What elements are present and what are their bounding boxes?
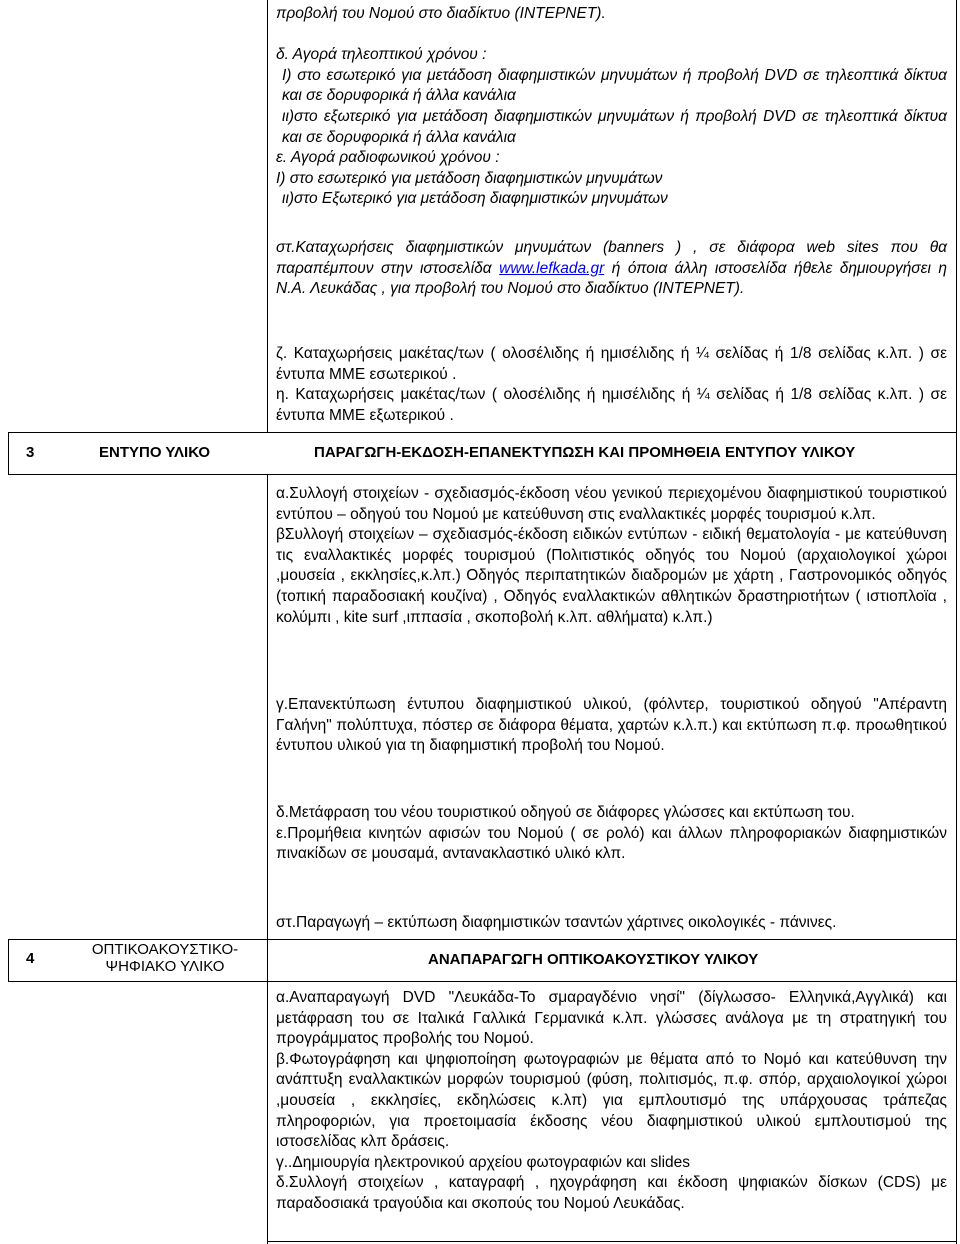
section-4-item-a: α.Αναπαραγωγή DVD "Λευκάδα-Το σμαραγδένιο νησί" (δίγλωσσο- Ελληνικά,Αγγλικά) και μετάφραση του σε Ιταλικά Γαλλικά Γερμανικά κ.λπ. γλώσσες ανάλογα με τη στρατηγική του προγράμματος προβολής του Νομού. bbox=[276, 989, 947, 1048]
col-rule-left-3 bbox=[8, 432, 9, 474]
section-3-title: ΠΑΡΑΓΩΓΗ-ΕΚΔΟΣΗ-ΕΠΑΝΕΚΤΥΠΩΣΗ ΚΑΙ ΠΡΟΜΗΘΕΙΑ ΕΝΤΥΠΟΥ ΥΛΙΚΟΥ bbox=[314, 444, 856, 461]
item-z-h-block bbox=[276, 344, 947, 426]
item-st-block bbox=[276, 238, 947, 300]
section-4-title: ΑΝΑΠΑΡΑΓΩΓΗ ΟΠΤΙΚΟΑΚΟΥΣΤΙΚΟΥ ΥΛΙΚΟΥ bbox=[428, 951, 759, 968]
section-4-item-b: β.Φωτογράφηση και ψηφιοποίηση φωτογραφιών με θέματα από το Νομό και κατεύθυνση την ανάπτυξη εναλλακτικών μορφών τουρισμού (φύση, πολιτισμός, π.φ. σπόρ, αρχαιολογικοί χώροι ,μουσεία , εκκλησίες, εκδηλώσεις κ.λπ) για εμπλουτισμό της υπάρχουσας τράπεζας πληροφοριών, για προετοιμασία έκδοσης νέου διαφημιστικού υλικού εμπλουτισμού της ιστοσελίδας κλπ δράσεις. bbox=[276, 1050, 947, 1151]
section-4-number: 4 bbox=[26, 950, 35, 967]
col-rule-left-4 bbox=[8, 939, 9, 981]
section-3-st bbox=[276, 913, 947, 934]
section-3-item-a: α.Συλλογή στοιχείων - σχεδιασμός-έκδοση νέου γενικού περιεχομένου διαφημιστικού τουριστικού εντύπου – οδηγού του Νομού με κατεύθυνση στις εναλλακτικές μορφές τουρισμού κ.λπ. bbox=[276, 485, 947, 523]
top-block bbox=[276, 4, 947, 210]
section-3-ab bbox=[276, 484, 947, 628]
item-st-text: στ.Καταχωρήσεις διαφημιστικών μηνυμάτων (banners ) , σε διάφορα web sites που θα παραπέμπουν στην ιστοσελίδα bbox=[276, 239, 947, 277]
row-rule-4-bottom bbox=[8, 981, 957, 982]
row-rule-3-bottom bbox=[8, 474, 957, 475]
row-rule-4-top bbox=[8, 939, 957, 940]
section-4-item-d: δ.Συλλογή στοιχείων , καταγραφή , ηχογράφηση και έκδοση ψηφιακών δίσκων (CDS) με παραδοσιακά τραγούδια και σκοπούς του Νομού Λευκάδας. bbox=[276, 1174, 947, 1212]
section-3-item-e: ε.Προμήθεια κινητών αφισών του Νομού ( σε ρολό) και άλλων πληροφοριακών διαφημιστικών πινακίδων σε μουσαμά, αντανακλαστικό υλικό κλπ. bbox=[276, 824, 947, 863]
section-4-category bbox=[70, 941, 260, 975]
section-3-item-d: δ.Μετάφραση του νέου τουριστικού οδηγού σε διάφορες γλώσσες και εκτύπωση του. bbox=[276, 804, 855, 821]
continuation-line: προβολή του Νομού στο διαδίκτυο (INTEPNET). bbox=[276, 5, 606, 22]
item-e-ii: ιι)στο Εξωτερικό για μετάδοση διαφημιστικών μηνυμάτων bbox=[282, 190, 668, 208]
section-3-item-b: βΣυλλογή στοιχείων – σχεδιασμός-έκδοση ειδικών εντύπων - ειδική θεματολογία - με κατεύθυνση τις εναλλακτικές μορφές τουρισμού (Πολιτιστικός οδηγός του Νομού (αρχαιολογικοί χώροι ,μουσεία , εκκλησίες,κ.λπ.) Οδηγός περιπατητικών διαδρομών με χάρτη , Γαστρονομικός οδηγός (τοπική παραδοσιακή κουζίνα) , Οδηγός εναλλακτικών αθλητικών δραστηριοτήτων ( ιστιοπλοϊα , κολύμπι , kite surf ,ιππασία , σκοποβολή κ.λπ. αθλήματα) κ.λπ.) bbox=[276, 526, 947, 626]
section-3-number: 3 bbox=[26, 444, 35, 461]
col-rule-right-top bbox=[267, 0, 268, 432]
item-e-title: ε. Αγορά ραδιοφωνικού χρόνου : bbox=[276, 149, 500, 167]
section-4-body bbox=[276, 988, 947, 1215]
item-e-i: I) στο εσωτερικό για μετάδοση διαφημιστικών μηνυμάτων bbox=[276, 169, 663, 187]
item-d-title: δ. Αγορά τηλεοπτικού χρόνου : bbox=[276, 46, 487, 64]
table-bottom-rule bbox=[267, 1241, 957, 1242]
item-d-i: I) στο εσωτερικό για μετάδοση διαφημιστικών μηνυμάτων ή προβολή DVD σε τηλεοπτικά δίκτυα και σε δορυφορικά ή άλλα κανάλια bbox=[282, 66, 947, 105]
section-4-category-line-2: ΨΗΦΙΑΚΟ ΥΛΙΚΟ bbox=[105, 958, 225, 975]
section-3-c bbox=[276, 695, 947, 757]
item-d-ii: ιι)στο εξωτερικό για μετάδοση διαφημιστικών μηνυμάτων ή προβολή DVD σε τηλεοπτικά δίκτυα και σε δορυφορικά ή άλλα κανάλια bbox=[282, 107, 947, 146]
col-rule-right-lower bbox=[267, 474, 268, 1244]
section-3-item-c: γ.Επανεκτύπωση έντυπου διαφημιστικού υλικού, (φόλντερ, τουριστικού οδηγού "Απέραντη Γαλήνη" πολύπτυχα, πόστερ σε διάφορα θέματα, χαρτών κ.λ.π.) και εκτύπωση π.φ. προωθητικού έντυπου υλικού για τη διαφημιστική προβολή του Νομού. bbox=[276, 696, 947, 755]
item-h: η. Καταχωρήσεις μακέτας/των ( ολοσέλιδης ή ημισέλιδης ή ¼ σελίδας ή 1/8 σελίδας κ.λπ. ) σε έντυπα ΜΜΕ εξωτερικού . bbox=[276, 386, 947, 424]
section-3-item-st: στ.Παραγωγή – εκτύπωση διαφημιστικών τσαντών χάρτινες οικολογικές - πάνινες. bbox=[276, 914, 837, 931]
section-4-item-c: γ..Δημιουργία ηλεκτρονικού αρχείου φωτογραφιών και slides bbox=[276, 1153, 691, 1171]
col-rule-outer-right bbox=[956, 0, 957, 1244]
section-4-category-line-1: ΟΠΤΙΚΟΑΚΟΥΣΤΙΚΟ- bbox=[91, 941, 239, 958]
item-z: ζ. Καταχωρήσεις μακέτας/των ( ολοσέλιδης ή ημισέλιδης ή ¼ σελίδας ή 1/8 σελίδας κ.λπ. ) σε έντυπα ΜΜΕ εσωτερικού . bbox=[276, 345, 947, 383]
row-rule-3-top bbox=[8, 432, 957, 433]
lefkada-link[interactable]: www.lefkada.gr bbox=[499, 259, 605, 277]
section-3-category: ΕΝΤΥΠΟ ΥΛΙΚΟ bbox=[99, 444, 211, 461]
item-st bbox=[276, 238, 947, 300]
section-3-de bbox=[276, 803, 947, 865]
item-st-text-end: ή όποια άλλη ιστοσελίδα ήθελε δημιουργήσει η Ν.Α. Λευκάδας , για προβολή του Νομού στο διαδίκτυο (INTEPNET). bbox=[276, 259, 947, 298]
